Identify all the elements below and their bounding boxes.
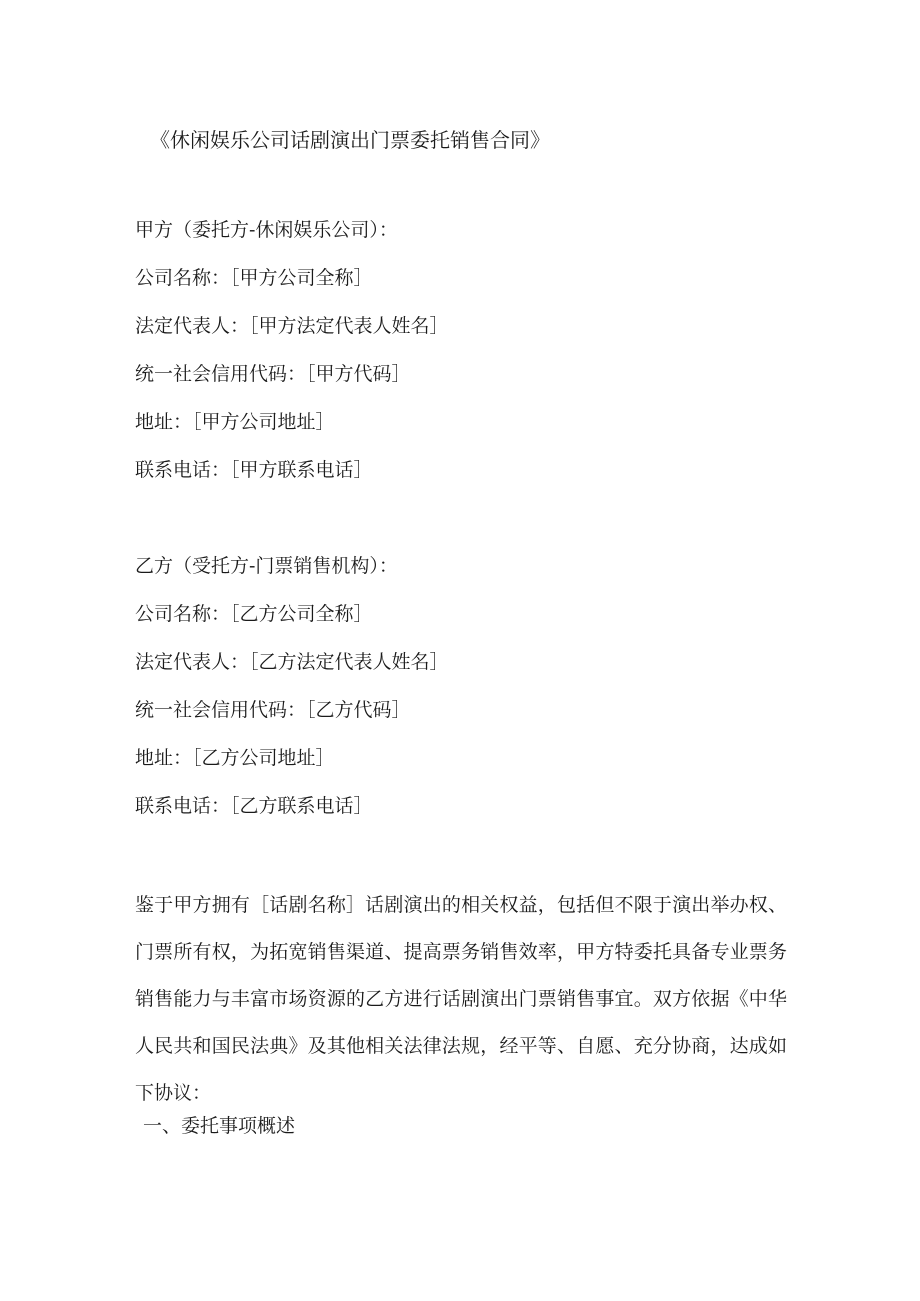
party-a-phone: 联系电话：［甲方联系电话］ <box>135 459 373 481</box>
party-a-company-name: 公司名称：［甲方公司全称］ <box>135 267 373 289</box>
party-b-address: 地址：［乙方公司地址］ <box>135 747 335 769</box>
preamble-paragraph: 鉴于甲方拥有［话剧名称］话剧演出的相关权益，包括但不限于演出举办权、门票所有权，为拓宽销售渠道、提高票务销售效率，甲方特委托具备专业票务销售能力与丰富市场资源的乙方进行话剧演出门票销售事宜。双方依据《中华人民共和国民法典》及其他相关法律法规，经平等、自愿、充分协商，达成如下协议： <box>135 894 787 1104</box>
party-a-legal-rep: 法定代表人：［甲方法定代表人姓名］ <box>135 315 449 337</box>
party-a-address: 地址：［甲方公司地址］ <box>135 411 335 433</box>
party-b-phone: 联系电话：［乙方联系电话］ <box>135 795 373 817</box>
party-a-credit-code: 统一社会信用代码：［甲方代码］ <box>135 363 411 385</box>
section-heading-1: 一、委托事项概述 <box>143 1115 296 1137</box>
party-b-legal-rep: 法定代表人：［乙方法定代表人姓名］ <box>135 651 449 673</box>
party-b-heading: 乙方（受托方-门票销售机构）： <box>135 555 398 577</box>
contract-title: 《休闲娱乐公司话剧演出门票委托销售合同》 <box>150 128 550 152</box>
party-b-credit-code: 统一社会信用代码：［乙方代码］ <box>135 699 411 721</box>
party-a-heading: 甲方（委托方-休闲娱乐公司）： <box>135 219 398 241</box>
party-b-company-name: 公司名称：［乙方公司全称］ <box>135 603 373 625</box>
